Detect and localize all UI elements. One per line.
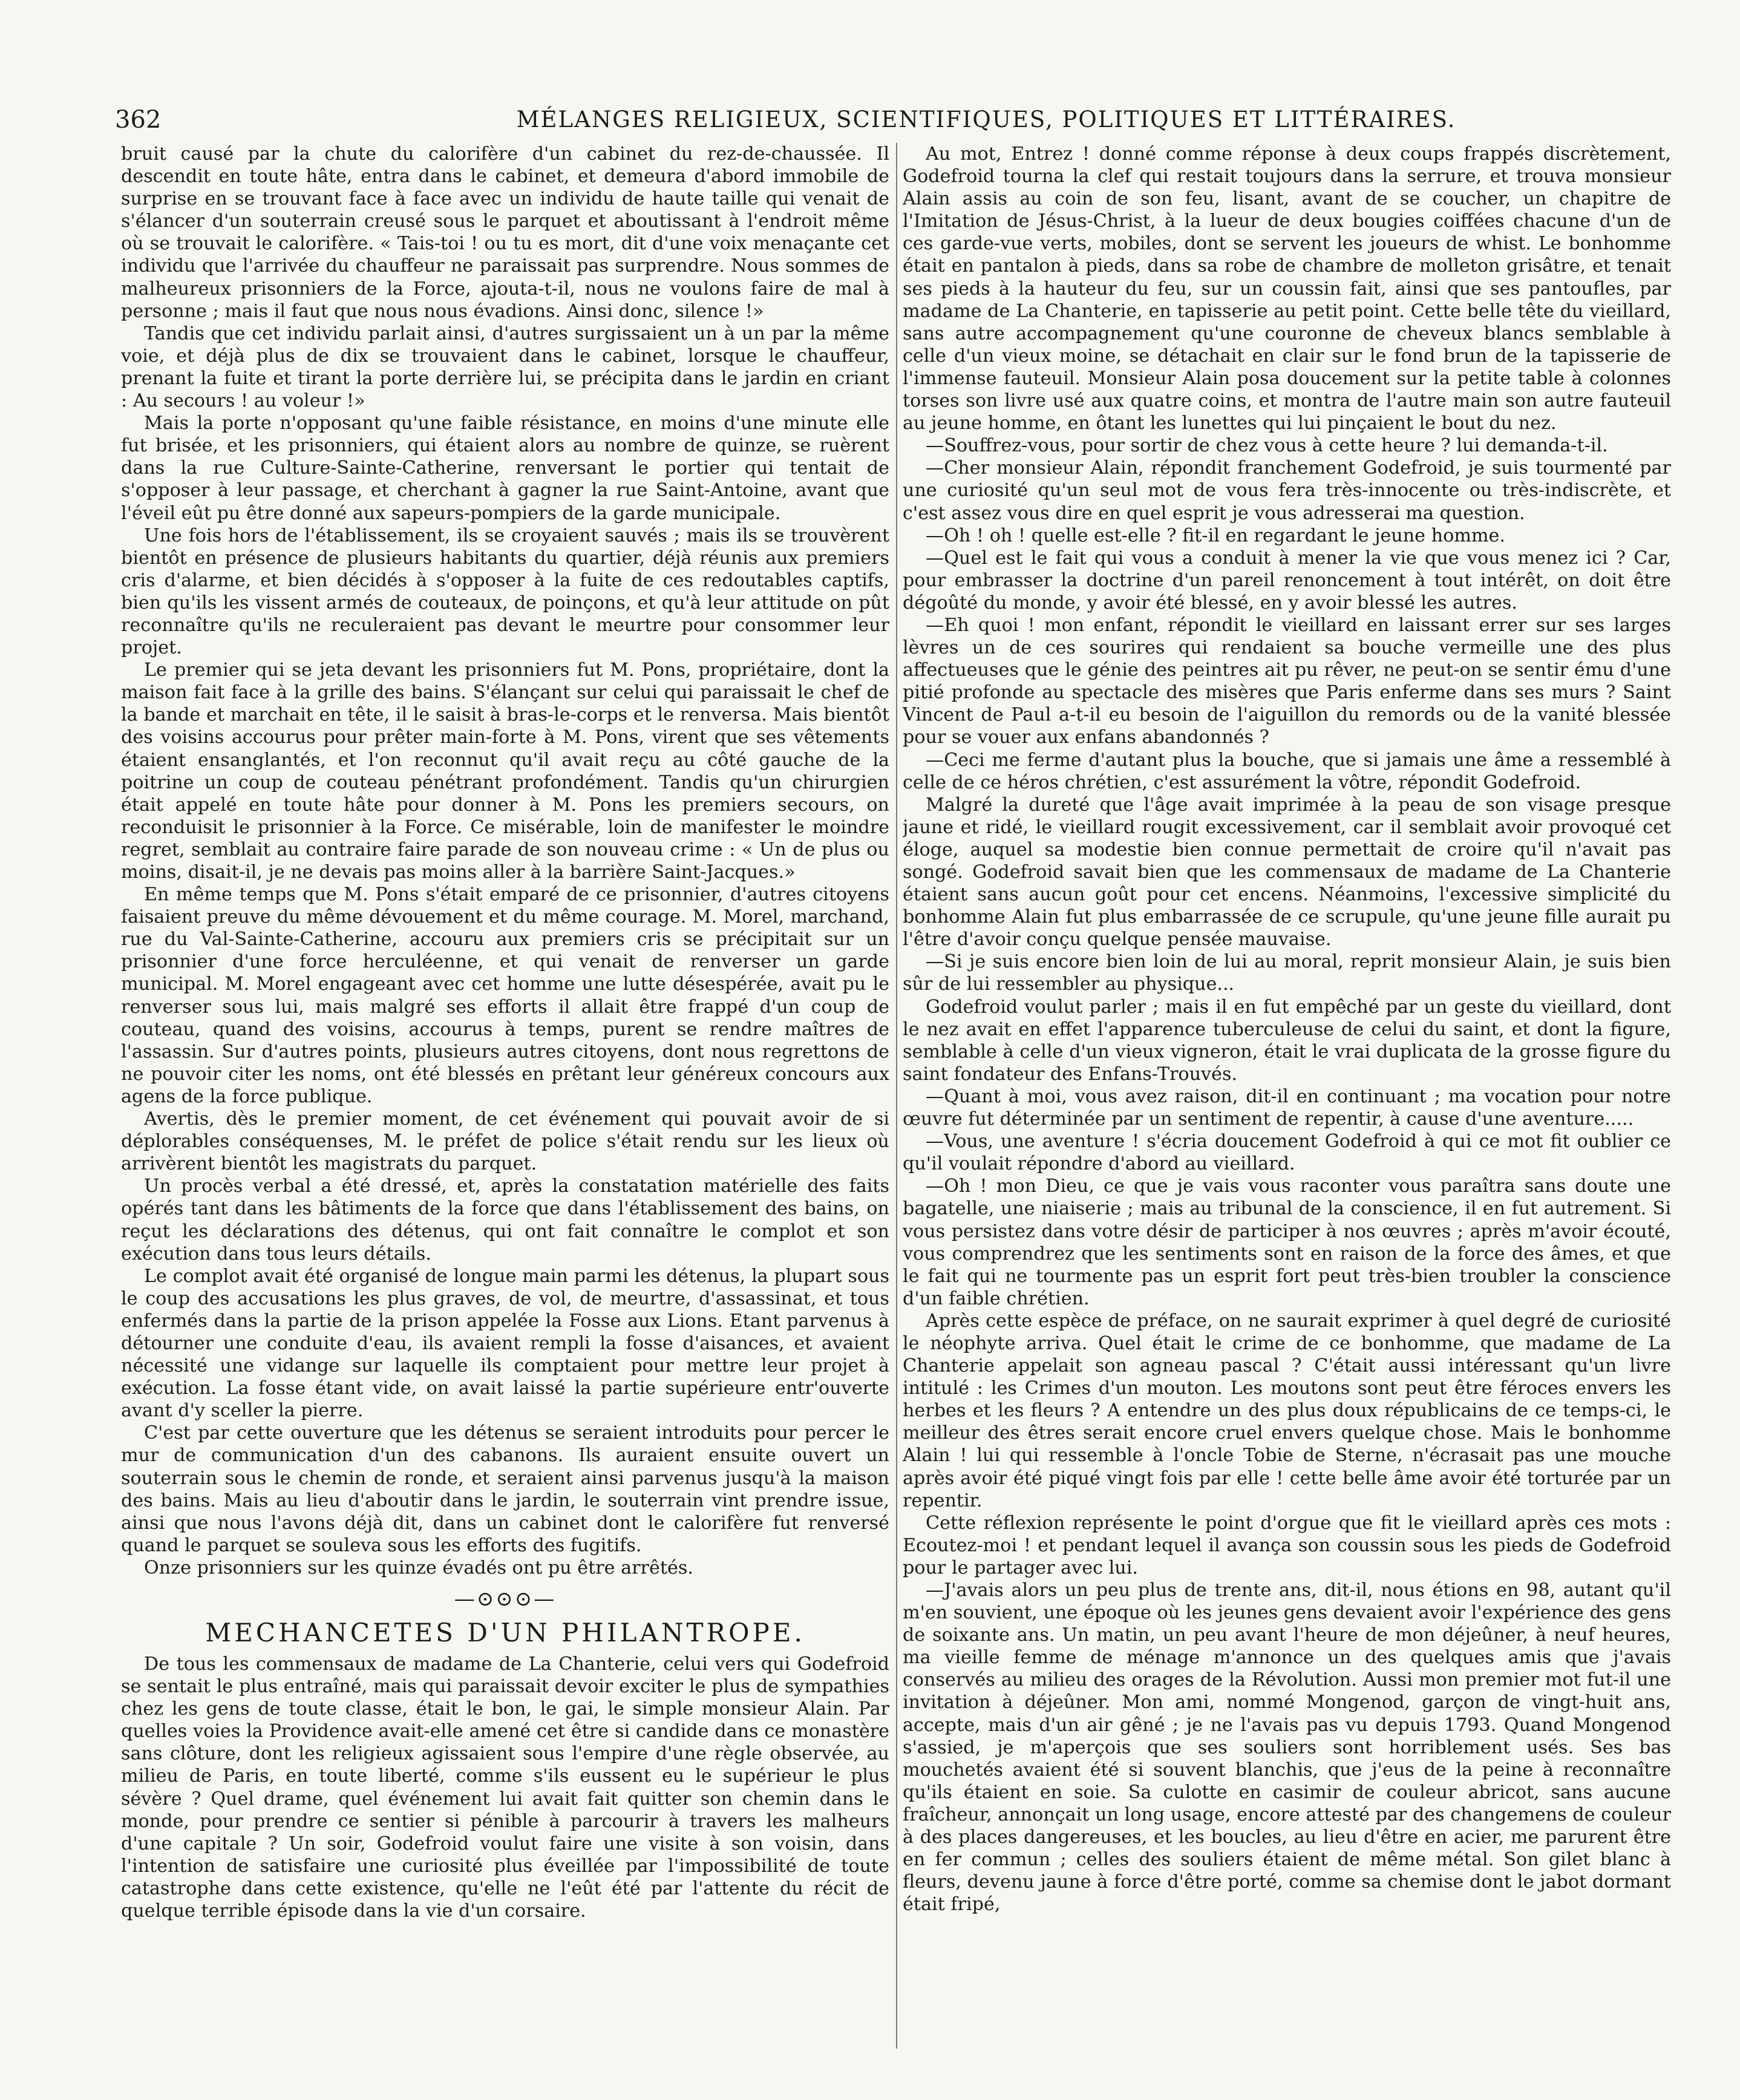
article-paragraph: —Quant à moi, vous avez raison, dit-il en continuant ; ma vocation pour notre œuvre fut déterminée par un sentiment de repentir, à cause d'une aventure..... [903, 1085, 1671, 1130]
page-number: 362 [115, 106, 162, 134]
article-paragraph: Le premier qui se jeta devant les prisonniers fut M. Pons, propriétaire, dont la maison fait face à la grille des bains. S'élançant sur celui qui paraissait le chef de la bande et marchait en tête, il le saisit à bras-le-corps et le renversa. Mais bientôt des voisins accourus pour prêter main-forte à M. Pons, virent que ses vêtements étaient ensanglantés, et l'on reconnut qu'il avait reçu au côté gauche de la poitrine un coup de couteau pénétrant profondément. Tandis qu'un chirurgien était appelé en toute hâte pour donner à M. Pons les premiers secours, on reconduisit le prisonnier à la Force. Ce misérable, loin de manifester le moindre regret, semblait au contraire faire parade de son nouveau crime : « Un de plus ou moins, disait-il, je ne devais pas moins aller à la barrière Saint-Jacques.» [121, 659, 889, 883]
article-paragraph: C'est par cette ouverture que les détenus se seraient introduits pour percer le mur de communication d'un des cabanons. Ils auraient ensuite ouvert un souterrain sous le chemin de ronde, et seraient ainsi parvenus jusqu'à la maison des bains. Mais au lieu d'aboutir dans le jardin, le souterrain vint prendre issue, ainsi que nous l'avons déjà dit, dans un cabinet dont le calorifère fut renversé quand le parquet se souleva sous les efforts des fugitifs. [121, 1422, 889, 1556]
article-paragraph: —Quel est le fait qui vous a conduit à mener la vie que vous menez ici ? Car, pour embrasser la doctrine d'un pareil renoncement à tout intérêt, on doit être dégoûté du monde, y avoir été blessé, en y avoir blessé les autres. [903, 547, 1671, 613]
article-paragraph: Le complot avait été organisé de longue main parmi les détenus, la plupart sous le coup des accusations les plus graves, de vol, de meurtre, d'assassinat, et tous enfermés dans la partie de la prison appelée la Fosse aux Lions. Etant parvenus à détourner une conduite d'eau, ils avaient rempli la fosse d'aisances, et avaient nécessité une vidange sur laquelle ils comptaient pour mettre leur projet à exécution. La fosse étant vide, on avait laissé la partie supérieure entr'ouverte avant d'y sceller la pierre. [121, 1265, 889, 1422]
section-title: MECHANCETES D'UN PHILANTROPE. [205, 1618, 805, 1647]
article-paragraph: —Oh ! mon Dieu, ce que je vais vous raconter vous paraîtra sans doute une bagatelle, une niaiserie ; mais au tribunal de la conscience, il en fut autrement. Si vous persistez dans votre désir de participer à nos œuvres ; après m'avoir écouté, vous comprendrez que les sentiments sont en raison de la force des âmes, et que le fait qui ne tourmente pas un esprit fort peut très-bien troubler la conscience d'un faible chrétien. [903, 1176, 1671, 1309]
article-paragraph: Onze prisonniers sur les quinze évadés ont pu être arrêtés. [144, 1557, 693, 1578]
article-paragraph: Une fois hors de l'établissement, ils se croyaient sauvés ; mais ils se trouvèrent bientôt en présence de plusieurs habitants du quartier, déjà réunis aux premiers cris d'alarme, et bien décidés à s'opposer à la fuite de ces redoutables captifs, bien qu'ils les vissent armés de couteaux, de poinçons, et qu'à leur attitude on pût reconnaître qu'ils ne reculeraient pas devant le meurtre pour consommer leur projet. [121, 525, 889, 659]
article-paragraph: —Souffrez-vous, pour sortir de chez vous à cette heure ? lui demanda-t-il. [926, 435, 1608, 457]
right-column [903, 143, 1671, 2073]
article-paragraph: —Vous, une aventure ! s'écria doucement Godefroid à qui ce mot fit oublier ce qu'il voulait répondre d'abord au vieillard. [903, 1131, 1671, 1175]
article-paragraph: Malgré la dureté que l'âge avait imprimée à la peau de son visage presque jaune et ridé, le vieillard rougit excessivement, car il semblait avoir provoqué cet éloge, auquel sa modestie bien connue permettait de croire qu'il n'avait pas songé. Godefroid savait bien que les commensaux de madame de La Chanterie étaient sans aucun goût pour cet encens. Néanmoins, l'excessive simplicité du bonhomme Alain fut plus embarrassée de ce scrupule, qu'une jeune fille aurait pu l'être d'avoir conçu quelque pensée mauvaise. [903, 794, 1671, 950]
article-paragraph: —Si je suis encore bien loin de lui au moral, reprit monsieur Alain, je suis bien sûr de lui ressembler au physique... [903, 951, 1671, 995]
column-divider [896, 143, 897, 2049]
article-paragraph: Cette réflexion représente le point d'orgue que fit le vieillard après ces mots : Ecoutez-moi ! et pendant lequel il avança son coussin sous les pieds de Godefroid pour le partager avec lui. [903, 1512, 1671, 1578]
article-paragraph: Avertis, dès le premier moment, de cet événement qui pouvait avoir de si déplorables conséquenses, M. le préfet de police s'était rendu sur les lieux où arrivèrent bientôt les magistrats du parquet. [121, 1108, 889, 1175]
article-paragraph: De tous les commensaux de madame de La Chanterie, celui vers qui Godefroid se sentait le plus entraîné, mais qui paraissait devoir exciter le plus de sympathies chez les gens de toute classe, était le bon, le gai, le simple monsieur Alain. Par quelles voies la Providence avait-elle amené cet être si candide dans ce monastère sans clôture, dont les religieux agissaient sous l'empire d'une règle observée, au milieu de Paris, en toute liberté, comme s'ils eussent eu le supérieur le plus sévère ? Quel drame, quel événement lui avait fait quitter son chemin dans le monde, pour prendre ce sentier si pénible à parcourir à travers les malheurs d'une capitale ? Un soir, Godefroid voulut faire une visite à son voisin, dans l'intention de satisfaire une curiosité plus éveillée par l'impossibilité de toute catastrophe dans cette existence, qu'elle ne l'eût été par l'attente du récit de quelque terrible épisode dans la vie d'un corsaire. [121, 1654, 889, 1922]
article-paragraph: bruit causé par la chute du calorifère d'un cabinet du rez-de-chaussée. Il descendit en toute hâte, entra dans le cabinet, et demeura d'abord immobile de surprise en se trouvant face à face avec un individu de haute taille qui venait de s'élancer d'un souterrain creusé sous le parquet et aboutissant à l'endroit même où se trouvait le calorifère. « Tais-toi ! ou tu es mort, dit d'une voix menaçante cet individu que l'arrivée du chauffeur ne paraissait pas surprendre. Nous sommes de malheureux prisonniers de la Force, ajouta-t-il, nous ne voulons faire de mal à personne ; mais il faut que nous nous évadions. Ainsi donc, silence !» [121, 143, 889, 322]
article-paragraph: Après cette espèce de préface, on ne saurait exprimer à quel degré de curiosité le néophyte arriva. Quel était le crime de ce bonhomme, que madame de La Chanterie appelait son agneau pascal ? C'était aussi intéressant qu'un livre intitulé : les Crimes d'un mouton. Les moutons sont peut être féroces envers les herbes et les fleurs ? A entendre un des plus doux républicains de ce temps-ci, le meilleur des êtres serait encore cruel envers quelque chose. Mais le bonhomme Alain ! lui qui ressemble à l'oncle Tobie de Sterne, n'écrasait pas une mouche après avoir été piqué vingt fois par elle ! cette belle âme avoir été torturée par un repentir. [903, 1310, 1671, 1511]
left-column [121, 143, 889, 2073]
article-paragraph: Mais la porte n'opposant qu'une faible résistance, en moins d'une minute elle fut brisée, et les prisonniers, qui étaient alors au nombre de quinze, se ruèrent dans la rue Culture-Sainte-Catherine, renversant le portier qui tentait de s'opposer à leur passage, et cherchant à gagner la rue Saint-Antoine, avant que l'éveil eût pu être donné aux sapeurs-pompiers de la garde municipale. [121, 413, 889, 524]
section-separator: —⊙⊙⊙— [454, 1587, 557, 1611]
article-paragraph: En même temps que M. Pons s'était emparé de ce prisonnier, d'autres citoyens faisaient preuve du même dévouement et du même courage. M. Morel, marchand, rue du Val-Sainte-Catherine, accouru aux premiers cris se précipitait sur un prisonnier d'une force herculéenne, et qui venait de renverser un garde municipal. M. Morel engageant avec cet homme une lutte désespérée, avait pu le renverser sous lui, mais malgré ses efforts il allait être frappé d'un coup de couteau, quand des voisins, accourus à temps, purent se rendre maîtres de l'assassin. Sur d'autres points, plusieurs autres citoyens, dont nous regrettons de ne pouvoir citer les noms, ont été blessés en prêtant leur généreux concours aux agens de la force publique. [121, 884, 889, 1107]
article-paragraph: —Oh ! oh ! quelle est-elle ? fit-il en regardant le jeune homme. [926, 525, 1505, 546]
article-paragraph: Godefroid voulut parler ; mais il en fut empêché par un geste du vieillard, dont le nez avait en effet l'apparence tuberculeuse de celui du saint, et dont la figure, semblable à celle d'un vieux vigneron, était le vrai duplicata de la grosse figure du saint fondateur des Enfans-Trouvés. [903, 996, 1671, 1085]
page-header [91, 102, 1640, 138]
article-paragraph: Au mot, Entrez ! donné comme réponse à deux coups frappés discrètement, Godefroid tourna la clef qui restait toujours dans la serrure, et trouva monsieur Alain assis au coin de son feu, lisant, avant de se coucher, un chapitre de l'Imitation de Jésus-Christ, à la lueur de deux bougies coiffées chacune d'un de ces garde-vue verts, mobiles, dont se servent les joueurs de whist. Le bonhomme était en pantalon à pieds, dans sa robe de chambre de molleton grisâtre, et tenait ses pieds à la hauteur du feu, sur un coussin fait, ainsi que ses pantoufles, par madame de La Chanterie, en tapisserie au petit point. Cette belle tête du vieillard, sans autre accompagnement qu'une couronne de cheveux blancs semblable à celle d'un vieux moine, se détachait en clair sur le fond brun de la tapisserie de l'immense fauteuil. Monsieur Alain posa doucement sur la petite table à colonnes torses son livre usé aux quatre coins, et montra de l'autre main son autre fauteuil au jeune homme, en ôtant les lunettes qui lui pinçaient le bout du nez. [903, 143, 1671, 434]
running-head-title: MÉLANGES RELIGIEUX, SCIENTIFIQUES, POLITIQUES ET LITTÉRAIRES. [516, 106, 1456, 132]
article-paragraph: —Cher monsieur Alain, répondit franchement Godefroid, je suis tourmenté par une curiosité qu'un seul mot de vous fera très-innocente ou très-indiscrète, et c'est assez vous dire en quel esprit je vous adresserai ma question. [903, 457, 1671, 524]
article-paragraph: —Eh quoi ! mon enfant, répondit le vieillard en laissant errer sur ses larges lèvres un de ces sourires qui rendaient sa bouche vermeille une des plus affectueuses que le génie des peintres ait pu rêver, ne peut-on se sentir ému d'une pitié profonde au spectacle des misères que Paris enferme dans ses murs ? Saint Vincent de Paul a-t-il eu besoin de l'aiguillon du remords ou de la vanité blessée pour se vouer aux enfans abandonnés ? [903, 614, 1671, 748]
article-paragraph: Tandis que cet individu parlait ainsi, d'autres surgissaient un à un par la même voie, et déjà plus de dix se trouvaient dans le cabinet, lorsque le chauffeur, prenant la fuite et tirant la porte derrière lui, se précipita dans le jardin en criant : Au secours ! au voleur !» [121, 322, 889, 412]
article-paragraph: —J'avais alors un peu plus de trente ans, dit-il, nous étions en 98, autant qu'il m'en souvient, une époque où les jeunes gens devaient avoir l'expérience des gens de soixante ans. Un matin, un peu avant l'heure de mon déjeûner, à neuf heures, ma vieille femme de ménage m'annonce un des quelques amis que j'avais conservés au milieu des orages de la Révolution. Aussi mon premier mot fut-il une invitation à déjeûner. Mon ami, nommé Mongenod, garçon de vingt-huit ans, accepte, mais d'un air gêné ; je ne l'avais pas vu depuis 1793. Quand Mongenod s'assied, je m'aperçois que ses souliers sont horriblement usés. Ses bas mouchetés avaient été si souvent blanchis, que j'eus de la peine à reconnaître qu'ils étaient en soie. Sa culotte en casimir de couleur abricot, sans aucune fraîcheur, annonçait un long usage, encore attesté par des changemens de couleur à des places dangereuses, et les boucles, au lieu d'être en acier, me parurent être en fer commun ; celles des souliers étaient de même métal. Son gilet blanc à fleurs, devenu jaune à force d'être porté, comme sa chemise dont le jabot dormant était fripé, [903, 1580, 1671, 1915]
article-paragraph: —Ceci me ferme d'autant plus la bouche, que si jamais une âme a ressemblé à celle de ce héros chrétien, c'est assurément la vôtre, répondit Godefroid. [903, 749, 1671, 793]
article-paragraph: Un procès verbal a été dressé, et, après la constatation matérielle des faits opérés tant dans les bâtiments de la force que dans l'établissement des bains, on reçut les déclarations des détenus, qui ont fait connaître le complot et son exécution dans tous leurs détails. [121, 1176, 889, 1264]
